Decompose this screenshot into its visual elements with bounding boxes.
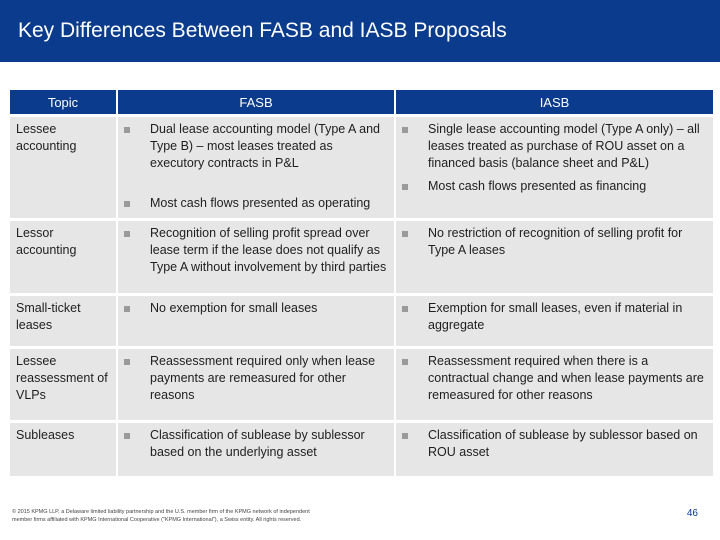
fasb-text: No exemption for small leases [150, 301, 318, 315]
list-item [124, 195, 388, 212]
topic-cell [10, 220, 117, 295]
list-item [124, 121, 388, 172]
topic-label: Lessor accounting [16, 226, 77, 257]
bullet-icon [124, 121, 134, 172]
fasb-text: Classification of sublease by sublessor based on the underlying asset [150, 428, 365, 459]
column-header-topic: Topic [10, 90, 117, 116]
bullet-icon [402, 300, 412, 334]
column-header-fasb: FASB [117, 90, 395, 116]
table-row [10, 295, 713, 348]
table-row [10, 422, 713, 476]
topic-cell [10, 116, 117, 220]
list-item [402, 427, 707, 461]
column-header-iasb: IASB [395, 90, 713, 116]
iasb-cell [395, 116, 713, 220]
page-number: 46 [686, 508, 698, 519]
topic-label: Small-ticket leases [16, 301, 81, 332]
copyright-line: © 2015 KPMG LLP, a Delaware limited liability partnership and the U.S. member firm of the KPMG network of independent [12, 509, 310, 515]
iasb-cell [395, 295, 713, 348]
fasb-text: Recognition of selling profit spread over lease term if the lease does not qualify as Type A without involvement by third parties [150, 226, 387, 274]
iasb-cell [395, 220, 713, 295]
iasb-text: Most cash flows presented as financing [428, 179, 647, 193]
list-item [402, 121, 707, 172]
fasb-cell [117, 220, 395, 295]
fasb-cell [117, 422, 395, 476]
copyright-notice [12, 508, 412, 524]
topic-label: Lessee reassessment of VLPs [16, 354, 108, 402]
topic-cell [10, 348, 117, 422]
iasb-text: Single lease accounting model (Type A only) – all leases treated as purchase of ROU asset on a financed basis (balance sheet and P&L) [428, 122, 700, 170]
copyright-line: member firms affiliated with KPMG International Cooperative ("KPMG International"), a Swiss entity. All rights reserved. [12, 517, 302, 523]
iasb-cell [395, 422, 713, 476]
bullet-icon [402, 353, 412, 404]
fasb-text: Dual lease accounting model (Type A and Type B) – most leases treated as executory contracts in P&L [150, 122, 381, 170]
topic-label: Subleases [16, 428, 75, 442]
fasb-cell [117, 116, 395, 220]
table-row [10, 116, 713, 220]
table-row [10, 348, 713, 422]
bullet-icon [124, 195, 134, 212]
bullet-icon [124, 225, 134, 276]
topic-cell [10, 422, 117, 476]
page-title: Key Differences Between FASB and IASB Proposals [18, 19, 507, 42]
bullet-icon [124, 353, 134, 404]
bullet-icon [402, 121, 412, 172]
bullet-icon [402, 427, 412, 461]
fasb-text: Reassessment required only when lease payments are remeasured for other reasons [150, 354, 376, 402]
list-item [124, 300, 388, 317]
table-row [10, 220, 713, 295]
bullet-icon [124, 300, 134, 317]
iasb-text: Classification of sublease by sublessor based on ROU asset [428, 428, 698, 459]
topic-label: Lessee accounting [16, 122, 77, 153]
list-item [402, 300, 707, 334]
fasb-cell [117, 348, 395, 422]
bullet-icon [402, 178, 412, 195]
bullet-icon [402, 225, 412, 259]
list-item [124, 353, 388, 404]
iasb-text: Reassessment required when there is a contractual change and when lease payments are remeasured for other reasons [428, 354, 704, 402]
topic-cell [10, 295, 117, 348]
iasb-cell [395, 348, 713, 422]
list-item [402, 353, 707, 404]
list-item [402, 178, 707, 195]
list-item [124, 225, 388, 276]
fasb-cell [117, 295, 395, 348]
title-bar [0, 0, 720, 62]
list-item [124, 427, 388, 461]
list-item [402, 225, 707, 259]
iasb-text: No restriction of recognition of selling profit for Type A leases [428, 226, 683, 257]
comparison-table [10, 90, 713, 476]
fasb-text: Most cash flows presented as operating [150, 196, 371, 210]
iasb-text: Exemption for small leases, even if material in aggregate [428, 301, 683, 332]
bullet-icon [124, 427, 134, 461]
table-header-row [10, 90, 713, 116]
